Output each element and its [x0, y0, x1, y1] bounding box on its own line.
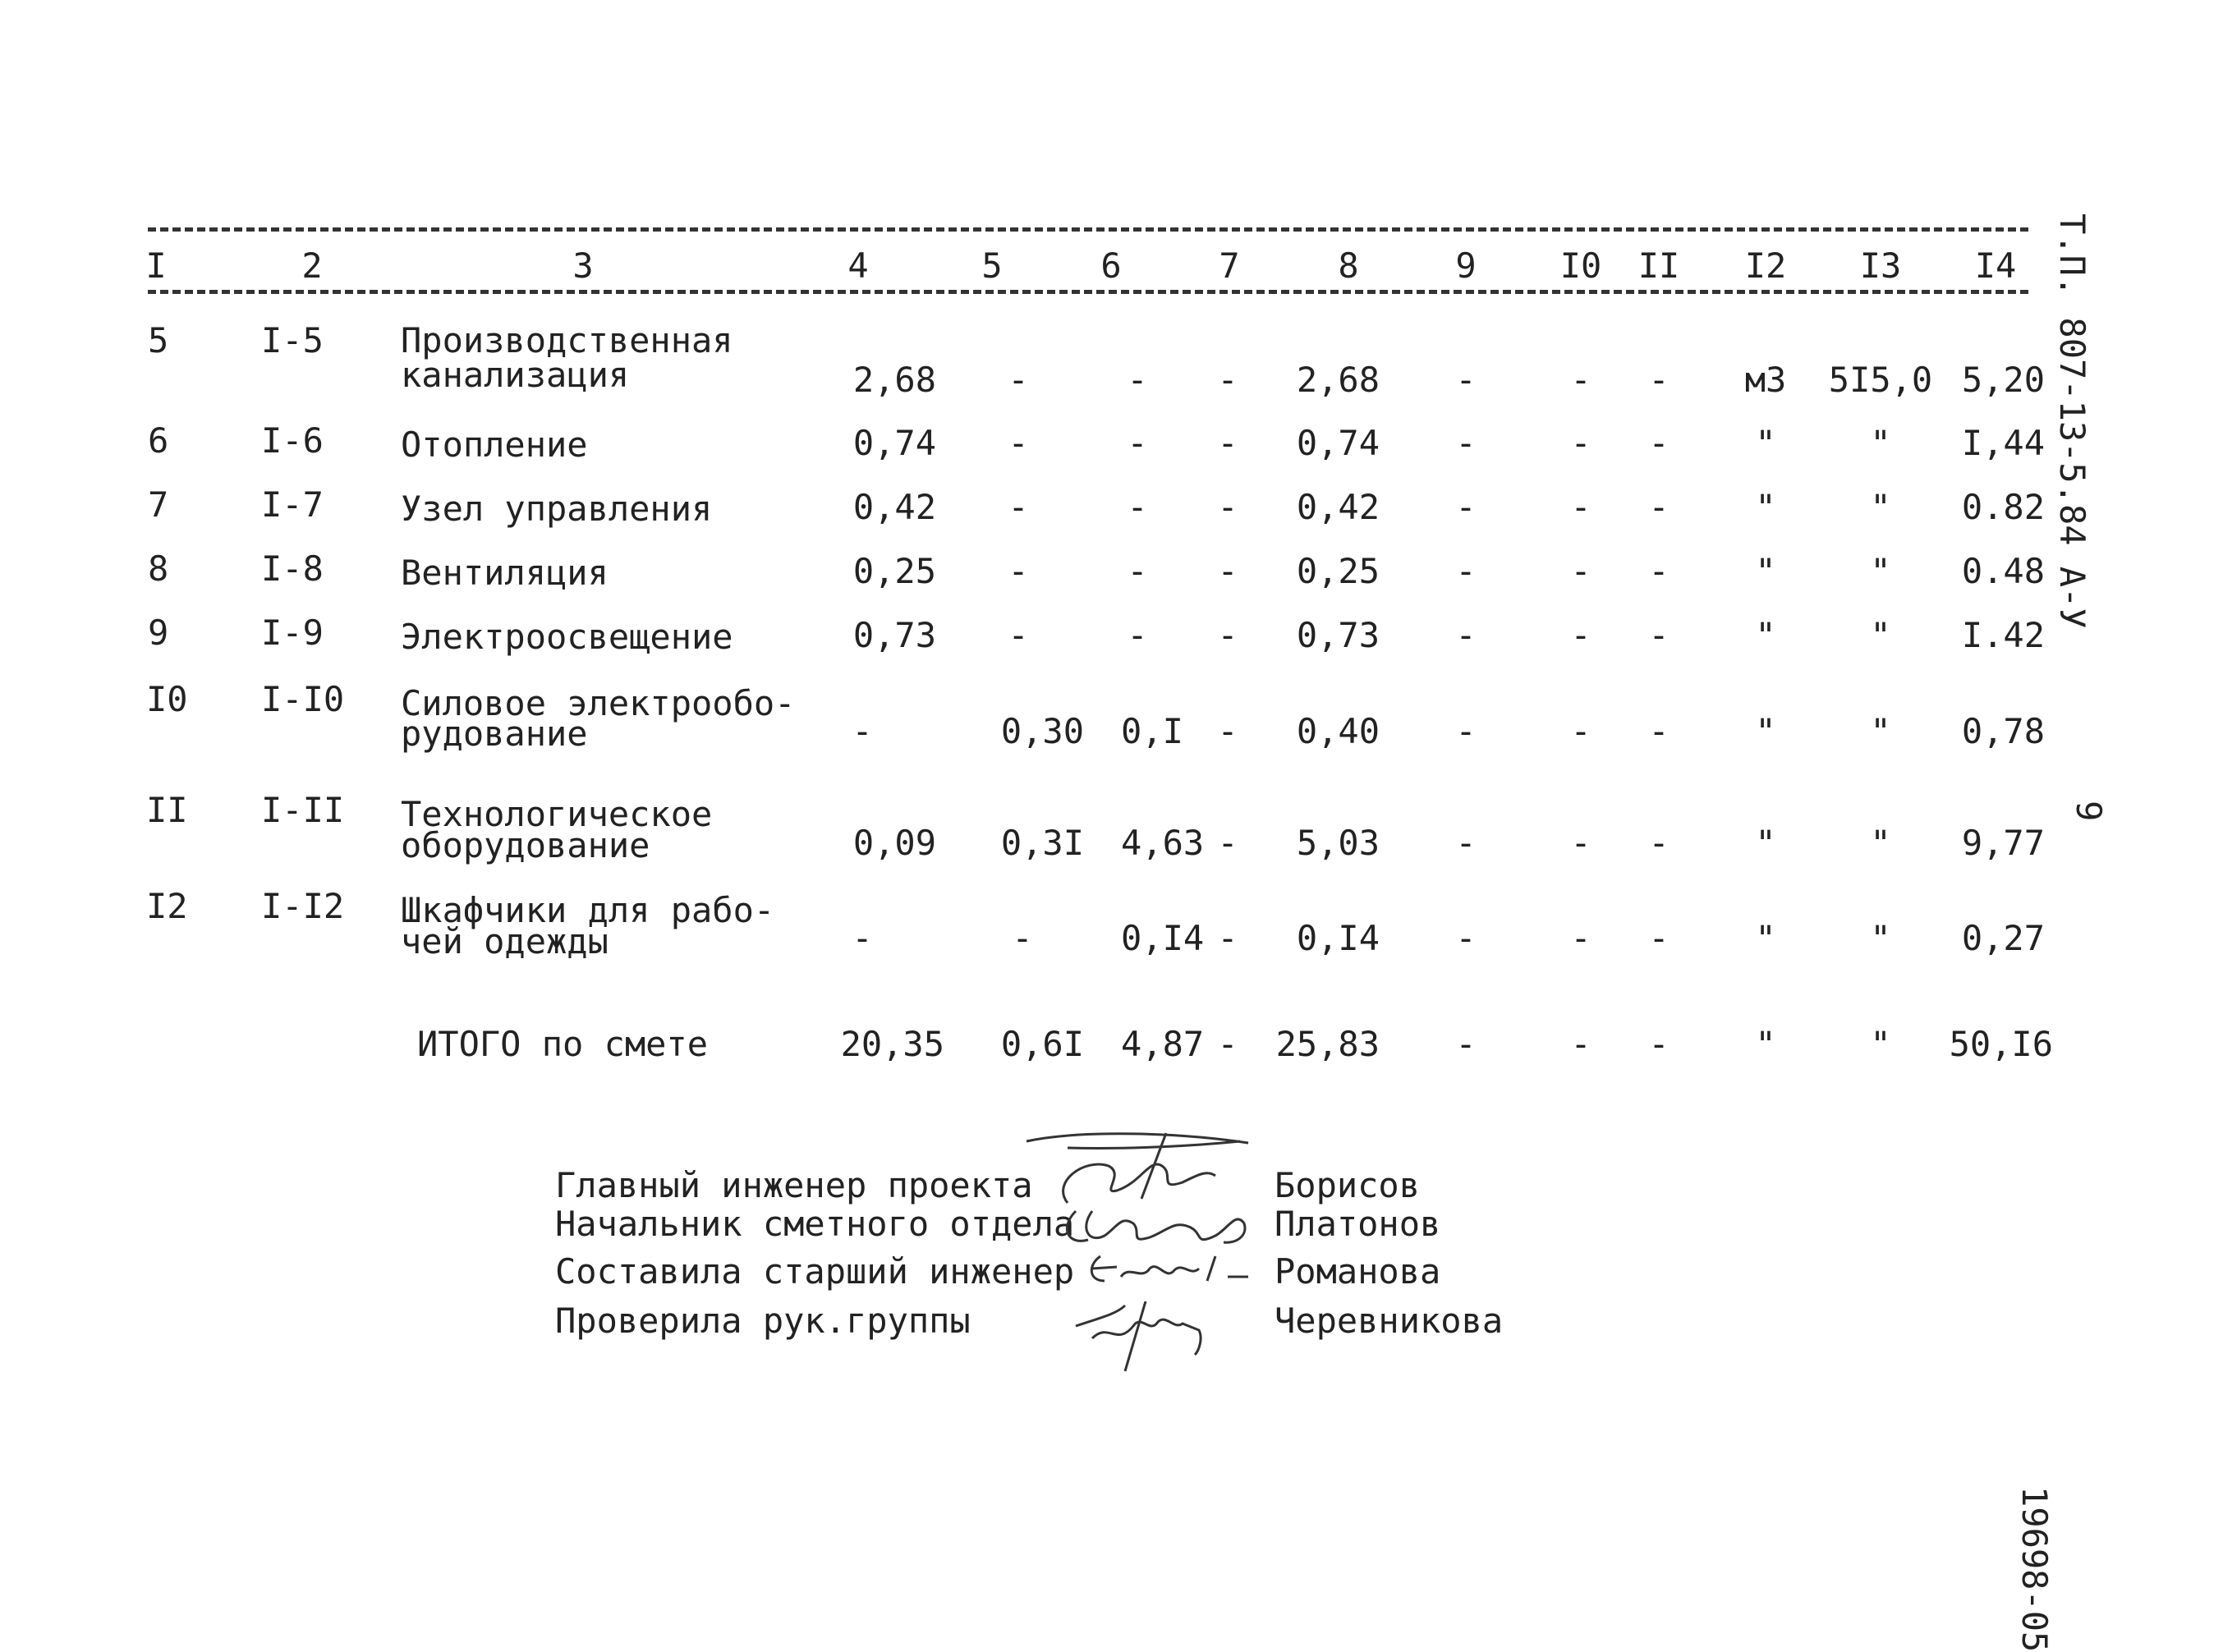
header-col-5: 5	[981, 246, 1003, 286]
cell-col-7: -	[1217, 487, 1238, 527]
row-code: I-II	[261, 790, 345, 830]
cell-col-6: -	[1127, 423, 1148, 463]
header-col-2: 2	[301, 246, 323, 286]
cell-col-4: -	[852, 711, 873, 751]
cell-col-13: "	[1870, 823, 1891, 863]
cell-col-11: -	[1648, 1024, 1670, 1064]
cell-col-8: 2,68	[1296, 360, 1380, 400]
row-name-line-1: Технологическое	[401, 794, 713, 834]
row-number: II	[146, 790, 188, 830]
cell-col-4: -	[852, 918, 873, 958]
header-col-11: II	[1637, 246, 1680, 286]
cell-col-5: -	[1008, 615, 1029, 655]
row-number: 8	[148, 548, 169, 589]
cell-col-5: -	[1012, 918, 1033, 958]
cell-col-9: -	[1455, 551, 1477, 591]
cell-col-14: I.42	[1961, 615, 2045, 655]
signer-role: Проверила рук.группы	[555, 1301, 971, 1341]
cell-col-9: -	[1455, 423, 1477, 463]
header-col-10: I0	[1559, 246, 1602, 286]
cell-col-11: -	[1648, 615, 1670, 655]
cell-col-11: -	[1648, 551, 1670, 591]
cell-col-13: 5I5,0	[1828, 360, 1933, 400]
cell-col-12: "	[1755, 1024, 1776, 1064]
row-code: I-6	[261, 420, 324, 461]
cell-col-5: -	[1008, 551, 1029, 591]
cell-col-8: 25,83	[1275, 1024, 1380, 1064]
cell-col-9: -	[1455, 711, 1477, 751]
cell-col-6: 4,87	[1121, 1024, 1205, 1064]
signer-name: Платонов	[1275, 1204, 1441, 1244]
cell-col-9: -	[1455, 360, 1477, 400]
cell-col-9: -	[1455, 823, 1477, 863]
header-col-4: 4	[847, 246, 869, 286]
cell-col-6: -	[1127, 551, 1148, 591]
cell-col-13: "	[1870, 423, 1891, 463]
document-code: Т.П. 807-13-5.84 А-У	[2052, 213, 2092, 629]
cell-col-13: "	[1870, 711, 1891, 751]
cell-col-9: -	[1455, 487, 1477, 527]
cell-col-5: 0,30	[1000, 711, 1084, 751]
header-bottom-rule	[148, 290, 2028, 294]
cell-col-9: -	[1455, 918, 1477, 958]
cell-col-12: "	[1755, 615, 1776, 655]
signature-scribble-compiler	[1084, 1244, 1265, 1293]
cell-col-13: "	[1870, 487, 1891, 527]
signer-name: Борисов	[1275, 1165, 1421, 1205]
cell-col-9: -	[1455, 1024, 1477, 1064]
row-number: 5	[148, 320, 169, 360]
cell-col-8: 0,42	[1296, 487, 1380, 527]
cell-col-12: "	[1755, 487, 1776, 527]
cell-col-7: -	[1217, 551, 1238, 591]
row-name-line-1: Узел управления	[401, 489, 713, 529]
header-col-9: 9	[1455, 246, 1477, 286]
cell-col-4: 0,42	[852, 487, 936, 527]
row-name-line-1: Отопление	[401, 424, 588, 465]
signer-role: Главный инженер проекта	[555, 1165, 1033, 1205]
cell-col-13: "	[1870, 615, 1891, 655]
row-code: I-9	[261, 613, 324, 653]
cell-col-10: -	[1570, 1024, 1591, 1064]
row-code: I-8	[261, 548, 324, 589]
header-col-8: 8	[1338, 246, 1359, 286]
cell-col-8: 0,40	[1296, 711, 1380, 751]
cell-col-4: 0,25	[852, 551, 936, 591]
row-code: I-5	[261, 320, 324, 360]
cell-col-12: "	[1755, 423, 1776, 463]
row-name-line-2: канализация	[401, 355, 630, 395]
cell-col-6: 0,I	[1121, 711, 1183, 751]
cell-col-8: 0,25	[1296, 551, 1380, 591]
cell-col-8: 5,03	[1296, 823, 1380, 863]
row-code: I-7	[261, 484, 324, 525]
header-col-1: I	[145, 246, 167, 286]
cell-col-8: 0,73	[1296, 615, 1380, 655]
row-name-line-1: Вентиляция	[401, 553, 609, 593]
cell-col-14: 0.82	[1961, 487, 2045, 527]
header-col-7: 7	[1219, 246, 1240, 286]
cell-col-14: 0,27	[1961, 918, 2045, 958]
cell-col-4: 0,73	[852, 615, 936, 655]
cell-col-6: -	[1127, 360, 1148, 400]
cell-col-12: "	[1755, 551, 1776, 591]
inventory-number: 19698-05	[2014, 1486, 2055, 1652]
cell-col-4: 0,74	[852, 423, 936, 463]
row-name-line-2: рудование	[401, 714, 588, 754]
cell-col-4: 0,09	[852, 823, 936, 863]
cell-col-14: 0,78	[1961, 711, 2045, 751]
signature-scribble-group-head	[1068, 1289, 1248, 1388]
row-code: I-I2	[261, 886, 345, 926]
cell-col-7: -	[1217, 918, 1238, 958]
header-col-6: 6	[1100, 246, 1122, 286]
cell-col-11: -	[1648, 823, 1670, 863]
row-name-line-1: Силовое электрообо-	[401, 683, 796, 723]
cell-col-14: 9,77	[1961, 823, 2045, 863]
cell-col-5: -	[1008, 360, 1029, 400]
signer-name: Романова	[1275, 1251, 1441, 1292]
cell-col-11: -	[1648, 360, 1670, 400]
cell-col-10: -	[1570, 551, 1591, 591]
cell-col-6: -	[1127, 487, 1148, 527]
header-col-13: I3	[1859, 246, 1902, 286]
cell-col-10: -	[1570, 918, 1591, 958]
cell-col-5: -	[1008, 487, 1029, 527]
cell-col-6: 4,63	[1121, 823, 1205, 863]
row-name-line-2: чей одежды	[401, 921, 609, 961]
cell-col-13: "	[1870, 918, 1891, 958]
cell-col-13: "	[1870, 1024, 1891, 1064]
cell-col-12: "	[1755, 711, 1776, 751]
signer-name: Черевникова	[1275, 1301, 1504, 1341]
cell-col-12: м3	[1744, 360, 1787, 400]
row-number: I0	[146, 679, 188, 719]
cell-col-5: -	[1008, 423, 1029, 463]
cell-col-4: 20,35	[840, 1024, 944, 1064]
cell-col-7: -	[1217, 360, 1238, 400]
total-label: ИТОГО по смете	[417, 1024, 709, 1064]
signer-role: Начальник сметного отдела	[555, 1204, 1075, 1244]
row-number: I2	[146, 886, 188, 926]
cell-col-5: 0,6I	[1000, 1024, 1084, 1064]
header-col-3: 3	[572, 246, 594, 286]
row-number: 9	[148, 613, 169, 653]
cell-col-11: -	[1648, 423, 1670, 463]
cell-col-10: -	[1570, 423, 1591, 463]
cell-col-5: 0,3I	[1000, 823, 1084, 863]
row-name-line-1: Шкафчики для рабо-	[401, 890, 775, 930]
cell-col-7: -	[1217, 711, 1238, 751]
row-number: 6	[148, 420, 169, 461]
row-name-line-2: оборудование	[401, 825, 650, 865]
cell-col-11: -	[1648, 487, 1670, 527]
cell-col-13: "	[1870, 551, 1891, 591]
cell-col-8: 0,I4	[1296, 918, 1380, 958]
cell-col-10: -	[1570, 615, 1591, 655]
row-name-line-1: Электроосвещение	[401, 617, 733, 657]
row-name-line-1: Производственная	[401, 320, 733, 360]
cell-col-11: -	[1648, 711, 1670, 751]
cell-col-7: -	[1217, 823, 1238, 863]
cell-col-7: -	[1217, 1024, 1238, 1064]
header-col-14: I4	[1974, 246, 2017, 286]
row-number: 7	[148, 484, 169, 525]
cell-col-7: -	[1217, 423, 1238, 463]
cell-col-10: -	[1570, 823, 1591, 863]
header-top-rule	[148, 227, 2028, 232]
row-code: I-I0	[261, 679, 345, 719]
cell-col-6: 0,I4	[1121, 918, 1205, 958]
cell-col-14: 0.48	[1961, 551, 2045, 591]
cell-col-14: I,44	[1961, 423, 2045, 463]
cell-col-9: -	[1455, 615, 1477, 655]
cell-col-14: 5,20	[1961, 360, 2045, 400]
cell-col-12: "	[1755, 823, 1776, 863]
cell-col-12: "	[1755, 918, 1776, 958]
cell-col-6: -	[1127, 615, 1148, 655]
cell-col-10: -	[1570, 360, 1591, 400]
cell-col-8: 0,74	[1296, 423, 1380, 463]
cell-col-11: -	[1648, 918, 1670, 958]
cell-col-10: -	[1570, 711, 1591, 751]
signer-role: Составила старший инженер	[555, 1251, 1075, 1292]
page-number: 9	[2069, 801, 2109, 822]
cell-col-4: 2,68	[852, 360, 936, 400]
cell-col-10: -	[1570, 487, 1591, 527]
header-col-12: I2	[1744, 246, 1787, 286]
cell-col-14: 50,I6	[1949, 1024, 2053, 1064]
cell-col-7: -	[1217, 615, 1238, 655]
